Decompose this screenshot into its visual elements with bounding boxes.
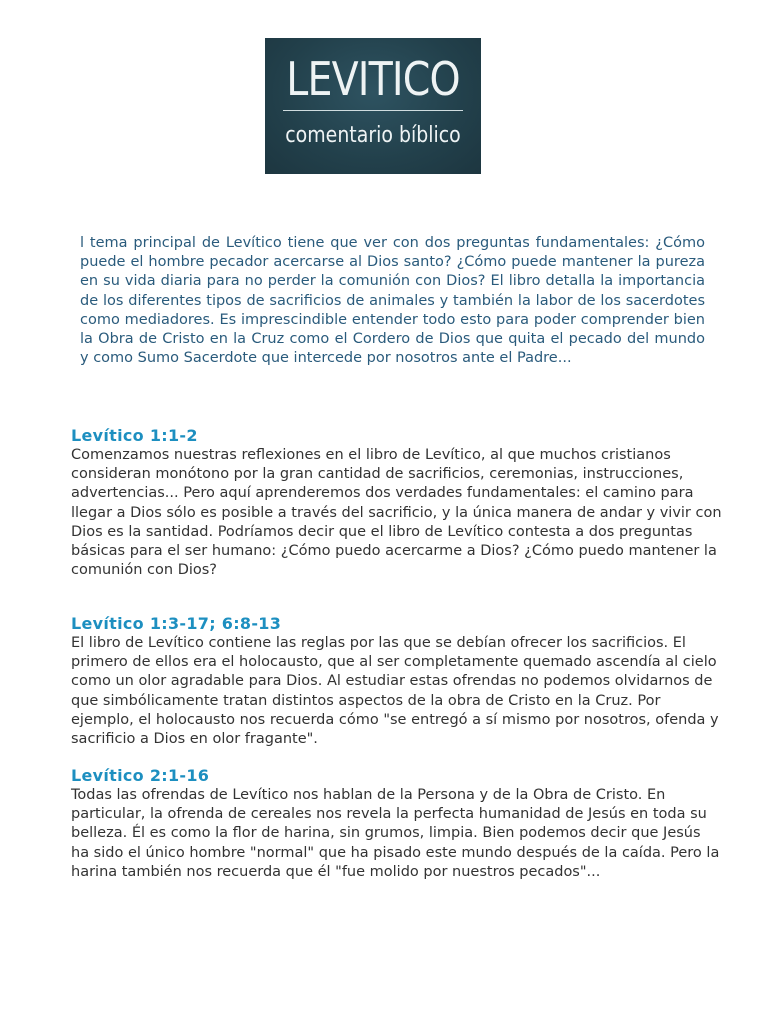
intro-paragraph: l tema principal de Levítico tiene que ver con dos preguntas fundamentales: ¿Cómo puede el hombre pecador acercarse al Dios santo? ¿Cómo puede mantener la pureza en su vida diaria para no perder la comunión con Dios? El libro detalla la importancia de los diferentes tipos de sacrificios de animales y también la labor de los sacerdotes como mediadores. Es imprescindible entender todo esto para poder comprender bien la Obra de Cristo en la Cruz como el Cordero de Dios que quita el pecado del mundo y como Sumo Sacerdote que intercede por nosotros ante el Padre... [80, 235, 705, 367]
section-heading: Levítico 2:1-16 [71, 766, 210, 785]
section-heading: Levítico 1:3-17; 6:8-13 [71, 614, 282, 633]
section-body: Todas las ofrendas de Levítico nos hablan de la Persona y de la Obra de Cristo. En particular, la ofrenda de cereales nos revela la perfecta humanidad de Jesús en toda su belleza. Él es como la flor de harina, sin grumos, limpia. Bien podemos decir que Jesús ha sido el único hombre "normal" que ha pisado este mundo después de la caída. Pero la harina también nos recuerda que él "fue molido por nuestros pecados"... [71, 787, 720, 880]
section-levitico-1-3-17 [71, 614, 723, 749]
section-heading: Levítico 1:1-2 [71, 426, 198, 445]
book-subtitle: comentario bíblico [285, 123, 461, 148]
section-body: Comenzamos nuestras reflexiones en el libro de Levítico, al que muchos cristianos consideran monótono por la gran cantidad de sacrificios, ceremonias, instrucciones, advertencias... Pero aquí aprenderemos dos verdades fundamentales: el camino para llegar a Dios sólo es posible a través del sacrificio, y la única manera de andar y vivir con Dios es la santidad. Podríamos decir que el libro de Levítico contesta a dos preguntas básicas para el ser humano: ¿Cómo puedo acercarme a Dios? ¿Cómo puedo mantener la comunión con Dios? [71, 447, 722, 579]
book-title: LEVITICO [286, 52, 460, 106]
section-body: El libro de Levítico contiene las reglas por las que se debían ofrecer los sacrificios. El primero de ellos era el holocausto, que al ser completamente quemado ascendía al cielo como un olor agradable para Dios. Al estudiar estas ofrendas no podemos olvidarnos de que simbólicamente tratan distintos aspectos de la obra de Cristo en la Cruz. Por ejemplo, el holocausto nos recuerda cómo "se entregó a sí mismo por nosotros, ofenda y sacrificio a Dios en olor fragante". [71, 635, 719, 748]
cover-divider [283, 110, 463, 111]
section-levitico-1-1-2 [71, 426, 723, 580]
section-levitico-2-1-16 [71, 766, 723, 882]
book-cover [265, 38, 481, 174]
